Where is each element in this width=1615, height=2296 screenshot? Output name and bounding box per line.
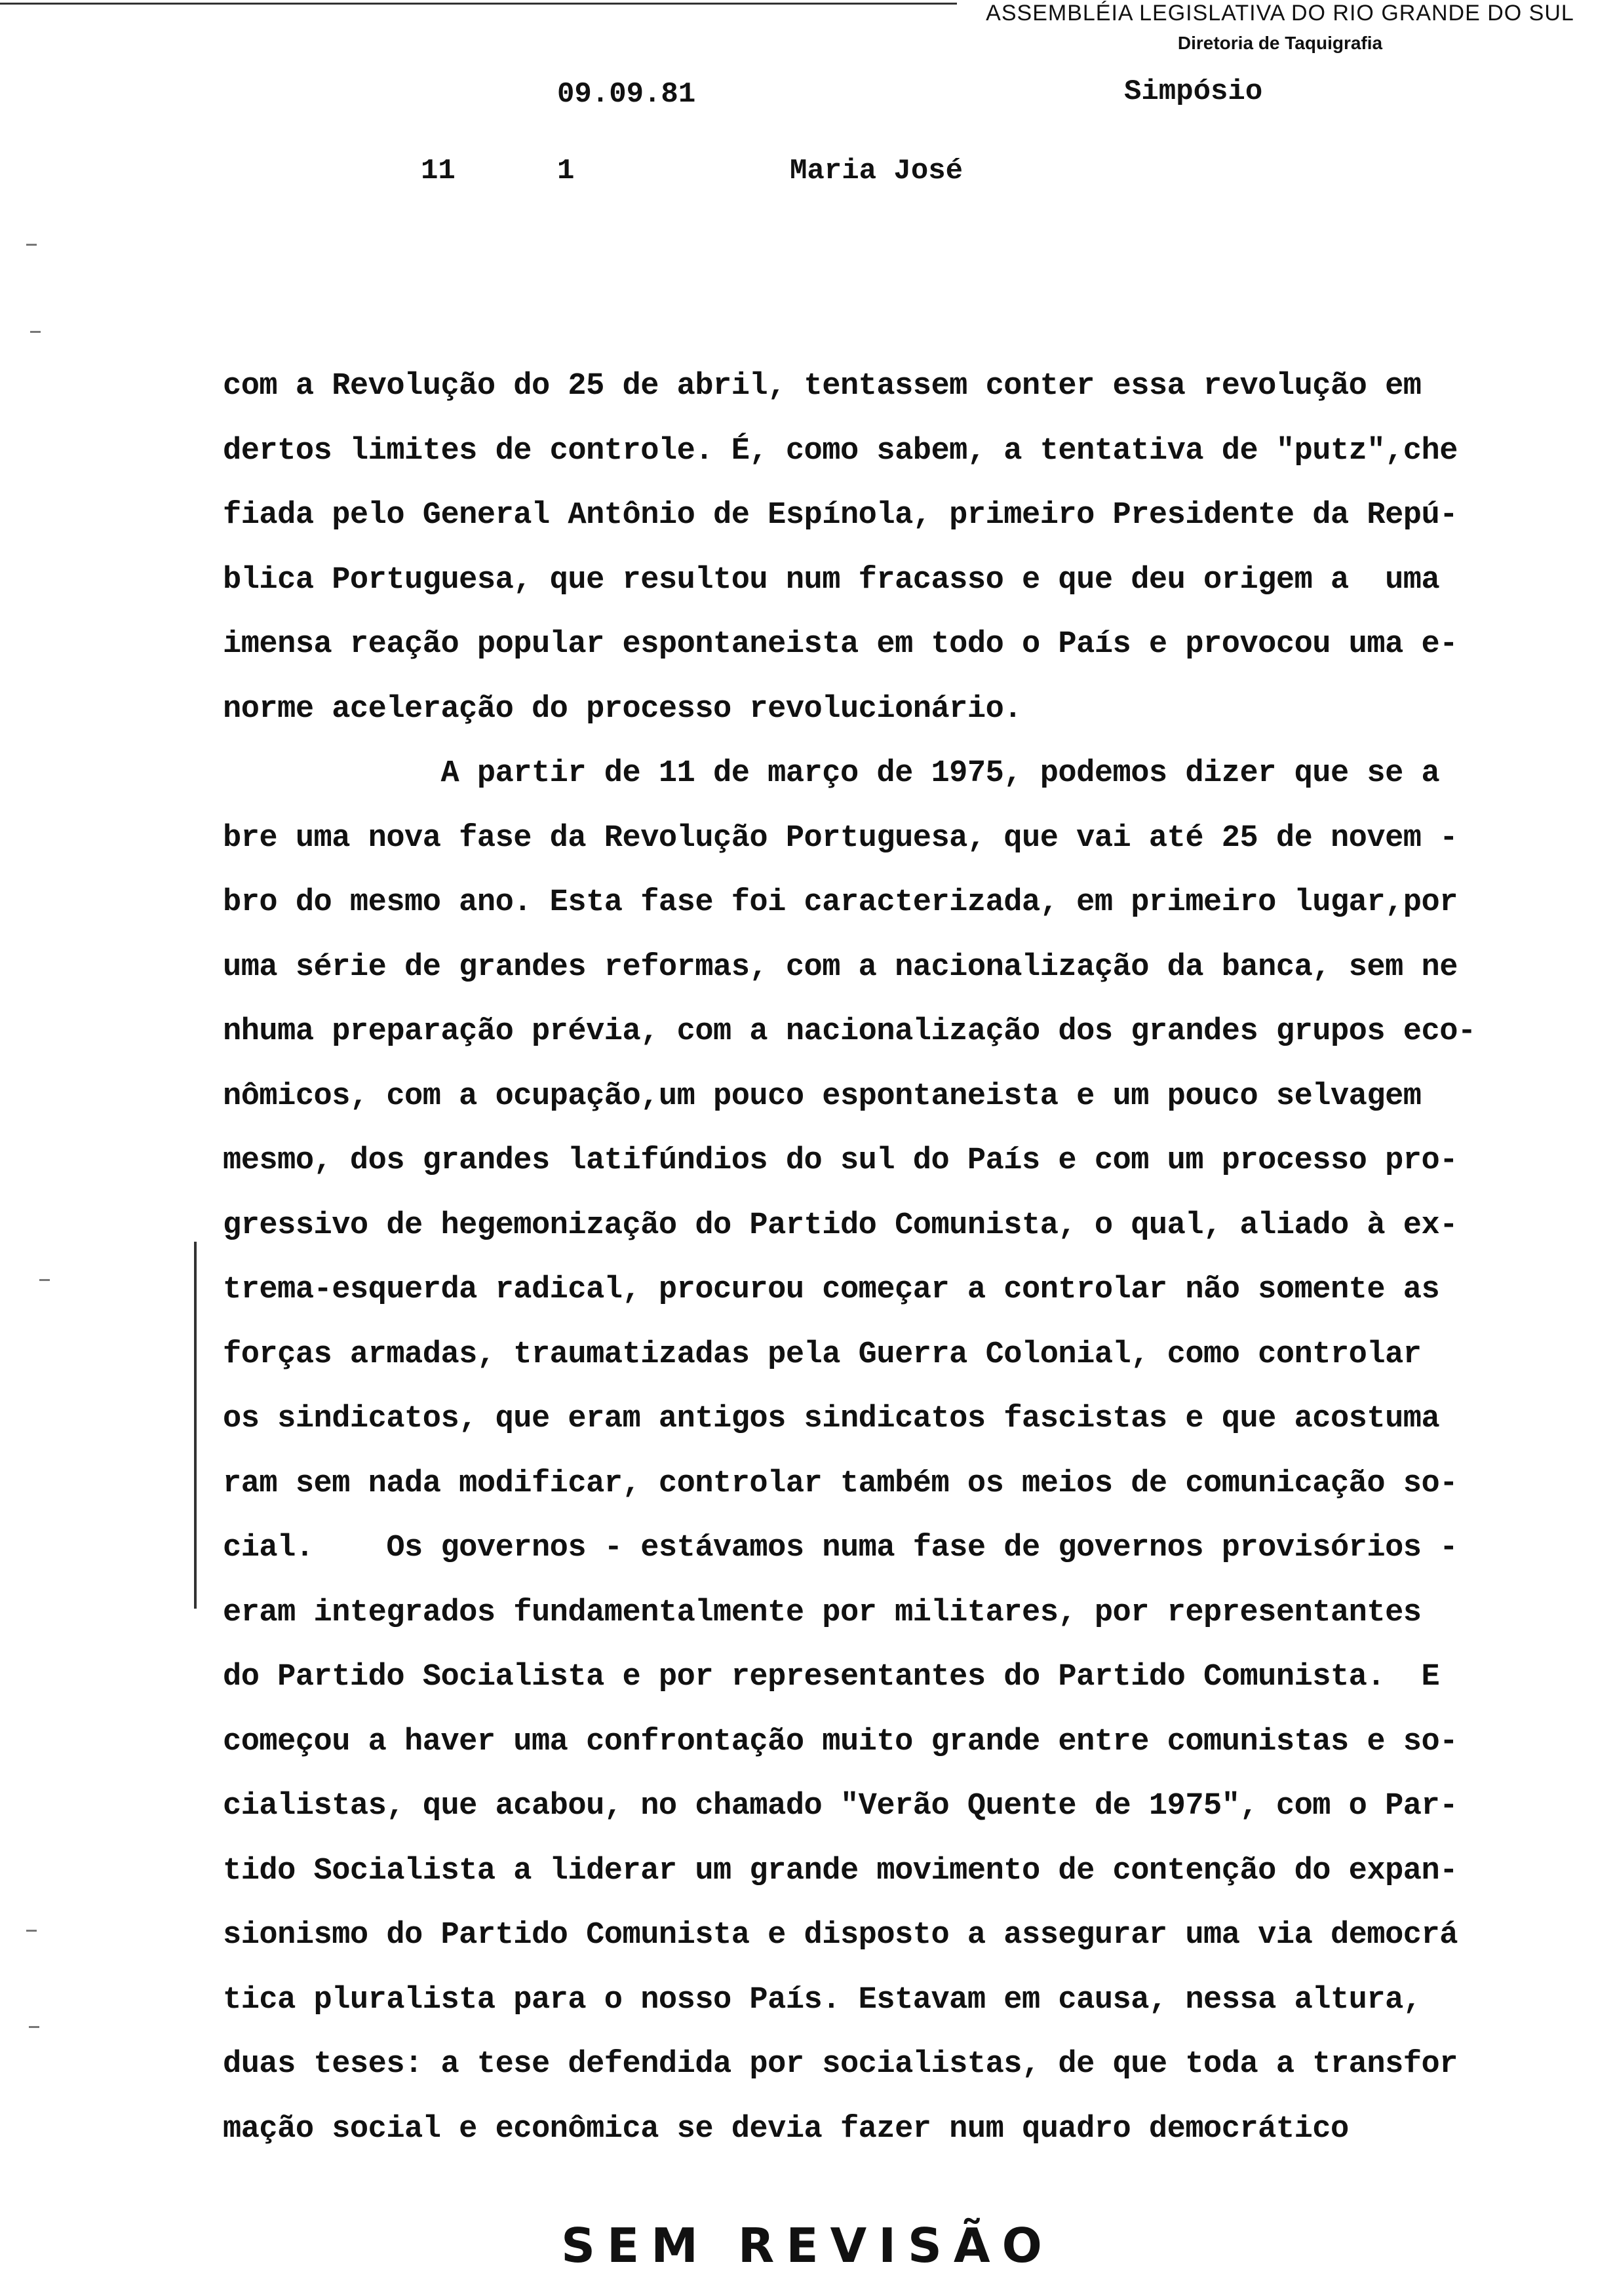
text-line: cial. Os governos - estávamos numa fase de governos provisórios - (223, 1531, 1458, 1565)
margin-mark (39, 1279, 50, 1281)
text-line: nômicos, com a ocupação,um pouco espontaneista e um pouco selvagem (223, 1079, 1422, 1114)
text-line: bre uma nova fase da Revolução Portuguesa, que vai até 25 de novem - (223, 820, 1458, 856)
text-line: fiada pelo General Antônio de Espínola, primeiro Presidente da Repú- (223, 498, 1458, 533)
revision-stamp: SEM REVISÃO (561, 2218, 1054, 2273)
text-line: norme aceleração do processo revolucionário. (223, 691, 1022, 727)
margin-mark (29, 2026, 39, 2028)
text-line: tido Socialista a liderar um grande movimento de contenção do expan- (223, 1853, 1458, 1888)
text-line: uma série de grandes reformas, com a nacionalização da banca, sem ne (223, 949, 1458, 985)
text-line: blica Portuguesa, que resultou num fracasso e que deu origem a uma (223, 562, 1440, 598)
text-line: duas teses: a tese defendida por socialistas, de que toda a transfor (223, 2047, 1458, 2082)
text-line: nhuma preparação prévia, com a nacionalização dos grandes grupos eco- (223, 1014, 1476, 1049)
text-line: cialistas, que acabou, no chamado "Verão Quente de 1975", com o Par- (223, 1789, 1458, 1824)
text-line: A partir de 11 de março de 1975, podemos dizer que se a (223, 756, 1440, 791)
text-line: do Partido Socialista e por representantes do Partido Comunista. E (223, 1660, 1440, 1694)
margin-mark (26, 1930, 37, 1932)
text-line: mação social e econômica se devia fazer num quadro democrático (223, 2111, 1349, 2147)
text-line: sionismo do Partido Comunista e disposto a assegurar uma via democrá (223, 1918, 1458, 1953)
text-line: imensa reação popular espontaneista em todo o País e provocou uma e- (223, 627, 1458, 662)
text-line: ram sem nada modificar, controlar também os meios de comunicação so- (223, 1466, 1458, 1501)
text-line: tica pluralista para o nosso País. Estavam em causa, nessa altura, (223, 1982, 1422, 2018)
text-line: gressivo de hegemonização do Partido Comunista, o qual, aliado à ex- (223, 1208, 1458, 1243)
session-title: Simpósio (1124, 75, 1263, 108)
margin-mark (26, 244, 37, 246)
text-line: com a Revolução do 25 de abril, tentassem conter essa revolução em (223, 369, 1422, 404)
text-line: dertos limites de controle. É, como sabem, a tentativa de "putz",che (223, 433, 1458, 469)
text-line: eram integrados fundamentalmente por militares, por representantes (223, 1595, 1422, 1630)
header-rule (0, 3, 957, 5)
take-number: 1 (557, 155, 575, 187)
department-name: Diretoria de Taquigrafia (1177, 33, 1383, 53)
transcript-body (223, 367, 1521, 2174)
text-line: começou a haver uma confrontação muito grande entre comunistas e so- (223, 1724, 1458, 1759)
text-line: forças armadas, traumatizadas pela Guerra Colonial, como controlar (223, 1337, 1422, 1372)
margin-bracket (194, 1242, 197, 1609)
session-date: 09.09.81 (557, 78, 696, 111)
page-number: 11 (421, 155, 456, 187)
reporter-name: Maria José (790, 155, 963, 187)
text-line: os sindicatos, que eram antigos sindicatos fascistas e que acostuma (223, 1402, 1440, 1436)
text-line: mesmo, dos grandes latifúndios do sul do País e com um processo pro- (223, 1143, 1458, 1178)
text-line: bro do mesmo ano. Esta fase foi caracterizada, em primeiro lugar,por (223, 885, 1458, 920)
institution-name: ASSEMBLÉIA LEGISLATIVA DO RIO GRANDE DO SUL (986, 1, 1574, 26)
text-line: trema-esquerda radical, procurou começar a controlar não somente as (223, 1272, 1440, 1307)
margin-mark (30, 331, 41, 333)
